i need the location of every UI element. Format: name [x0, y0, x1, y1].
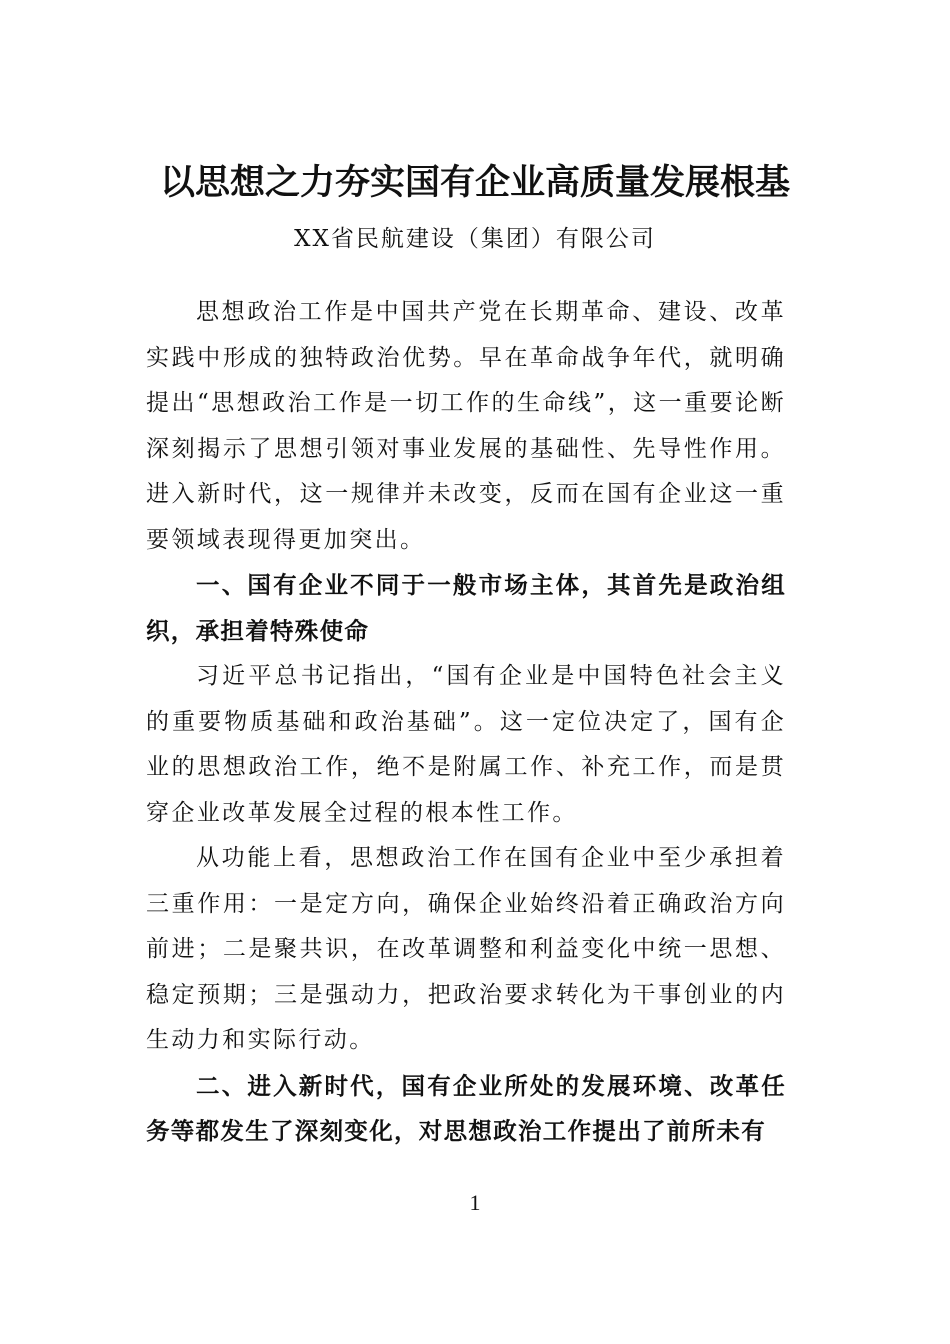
document-title: 以思想之力夯实国有企业高质量发展根基 [159, 162, 790, 203]
paragraph-intro: 思想政治工作是中国共产党在长期革命、建设、改革实践中形成的独特政治优势。早在革命战争年代，就明确提出“思想政治工作是一切工作的生命线”，这一重要论断深刻揭示了思想引领对事业发展的基础性、先导性作用。进入新时代，这一规律并未改变，反而在国有企业这一重要领域表现得更加突出。 [146, 299, 786, 553]
section-heading-1: 一、国有企业不同于一般市场主体，其首先是政治组织，承担着特殊使命 [146, 571, 786, 645]
paragraph-functions: 从功能上看，思想政治工作在国有企业中至少承担着三重作用：一是定方向，确保企业始终沿着正确政治方向前进；二是聚共识，在改革调整和利益变化中统一思想、稳定预期；三是强动力，把政治要求转化为干事创业的内生动力和实际行动。 [146, 845, 786, 1053]
section-heading-2: 二、进入新时代，国有企业所处的发展环境、改革任务等都发生了深刻变化，对思想政治工作提出了前所未有 [146, 1071, 786, 1145]
page-number: 1 [469, 1190, 481, 1215]
paragraph-positioning: 习近平总书记指出，“国有企业是中国特色社会主义的重要物质基础和政治基础”。这一定位决定了，国有企业的思想政治工作，绝不是附属工作、补充工作，而是贯穿企业改革发展全过程的根本性工作。 [146, 663, 786, 826]
document-body [146, 290, 786, 1155]
document-author: XX省民航建设（集团）有限公司 [294, 226, 656, 252]
